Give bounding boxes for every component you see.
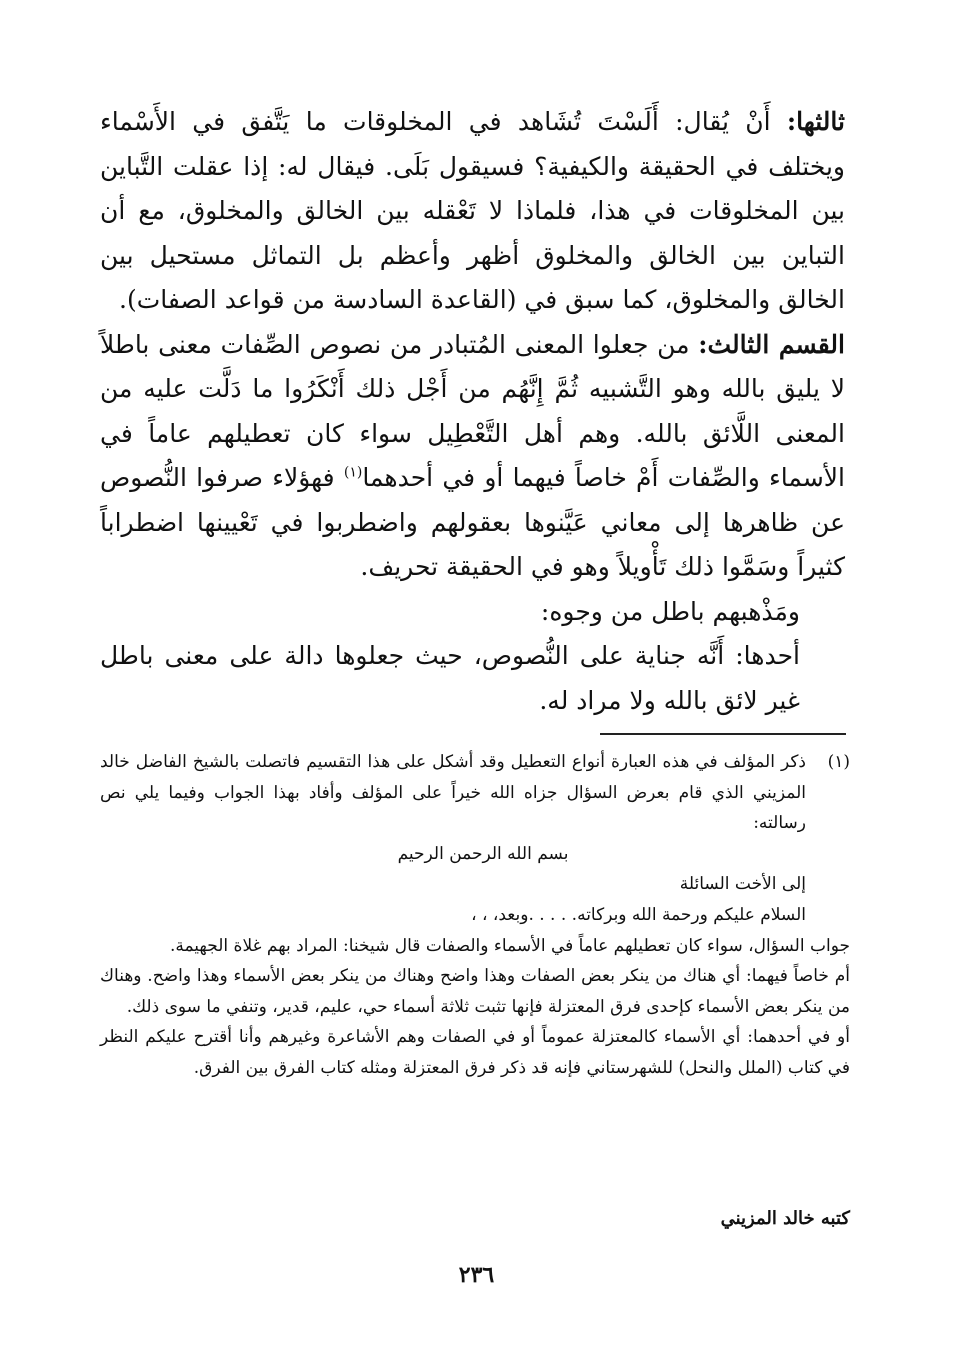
paragraph-lead: ثالثها: [786, 107, 845, 136]
footnotes [100, 747, 850, 1084]
footnote-specific: أم خاصاً فيهما: أي هناك من ينكر بعض الصفات وهذا واضح وهناك من ينكر بعض الأسماء وهذا واضح. وهناك من ينكر بعض الأسماء كإحدى فرق المعتزلة فإنها تثبت ثلاثة أسماء حي، عليم، قدير، وتنفي ما سوى ذلك. [100, 966, 850, 1017]
page-number: ٢٣٦ [458, 1262, 495, 1288]
footnote-signature: كتبه خالد المزيني [720, 1208, 850, 1229]
footnote-number: (١) [827, 752, 850, 772]
footnote-either: أو في أحدهما: أي الأسماء كالمعتزلة عموماً أو في الصفات وهم الأشاعرة وغيرهم وأنا أقترح عليكم النظر في كتاب (الملل والنحل) للشهرستاني فإنه قد ذكر فرق المعتزلة ومثله كتاب الفرق بين الفرق. [100, 1027, 850, 1078]
footnote-answer: جواب السؤال، سواء كان تعطيلهم عاماً في الأسماء والصفات قال شيخنا: المراد بهم غلاة الجهيمة. [169, 935, 850, 956]
footnote-basmala: بسم الله الرحمن الرحيم [397, 843, 569, 864]
footnote-greeting: السلام عليكم ورحمة الله وبركاته. . . . .وبعد، ، ، [471, 904, 806, 925]
paragraph-third [100, 100, 845, 323]
paragraph-body: أَنْ يُقال: أَلَسْتَ تُشَاهد في المخلوقات ما يَتَّفق في الأَسْماء ويختلف في الحقيقة والكيفية؟ فسيقول بَلَى. فيقال له: إذا عقلت التَّباين بين المخلوقات في هذا، فلماذا لا تَعْقله بين الخالق والمخلوق، مع أن التباين بين الخالق والمخلوق أظهر وأعظم بل التماثل مستحيل بين الخالق والمخلوق، كما سبق في (القاعدة السادسة من قواعد الصفات). [100, 107, 845, 314]
footnote-addressee: إلى الأخت السائلة [679, 874, 806, 895]
main-text [100, 100, 845, 723]
paragraph-first-aspect: أحدها: أَنَّه جناية على النُّصوص، حيث جعلوها دالة على معنى باطل غير لائق بالله ولا مراد له. [100, 641, 800, 715]
footnote-intro: ذكر المؤلف في هذه العبارة أنواع التعطيل وقد أشكل على هذا التقسيم فاتصلت بالشيخ الفاضل خالد المزيني الذي قام بعرض السؤال جزاه الله خيراً على المؤلف وأفاد بهذا الجواب وفيما يلي نص رسالته: [100, 752, 806, 834]
footnote-divider [600, 733, 846, 735]
paragraph-invalid-aspects: ومَذْهبهم باطل من وجوه: [540, 596, 800, 626]
paragraph-lead: القسم الثالث: [698, 329, 845, 359]
footnote-reference[interactable]: (١) [343, 464, 363, 481]
footnote-body [100, 747, 850, 1084]
footnote-item [100, 747, 850, 1084]
paragraph-body: من جعلوا المعنى المُتبادر من نصوص الصِّفات معنى باطلاً لا يليق بالله وهو التَّشبيه ثُمَّ إِنَّهُم من أَجْل ذلك أَنْكَرُوا ما دَلَّت عليه من المعنى اللَّائق بالله. وهم أهل التَّعْطِيل سواء كان تعطيلهم عاماً في الأسماء والصِّفات أَمْ خاصاً فيهما أو في أحدهما [100, 329, 846, 492]
paragraph-third-section [100, 323, 845, 590]
paragraph-body: فهؤلاء صرفوا النُّصوص عن ظاهرها إلى معاني عَيَّنوها بعقولهم واضطربوا في تَعْيينها اضطراباً كثيراً وسَمَّوا ذلك تَأْويلاً وهو في الحقيقة تحريف. [100, 463, 845, 581]
